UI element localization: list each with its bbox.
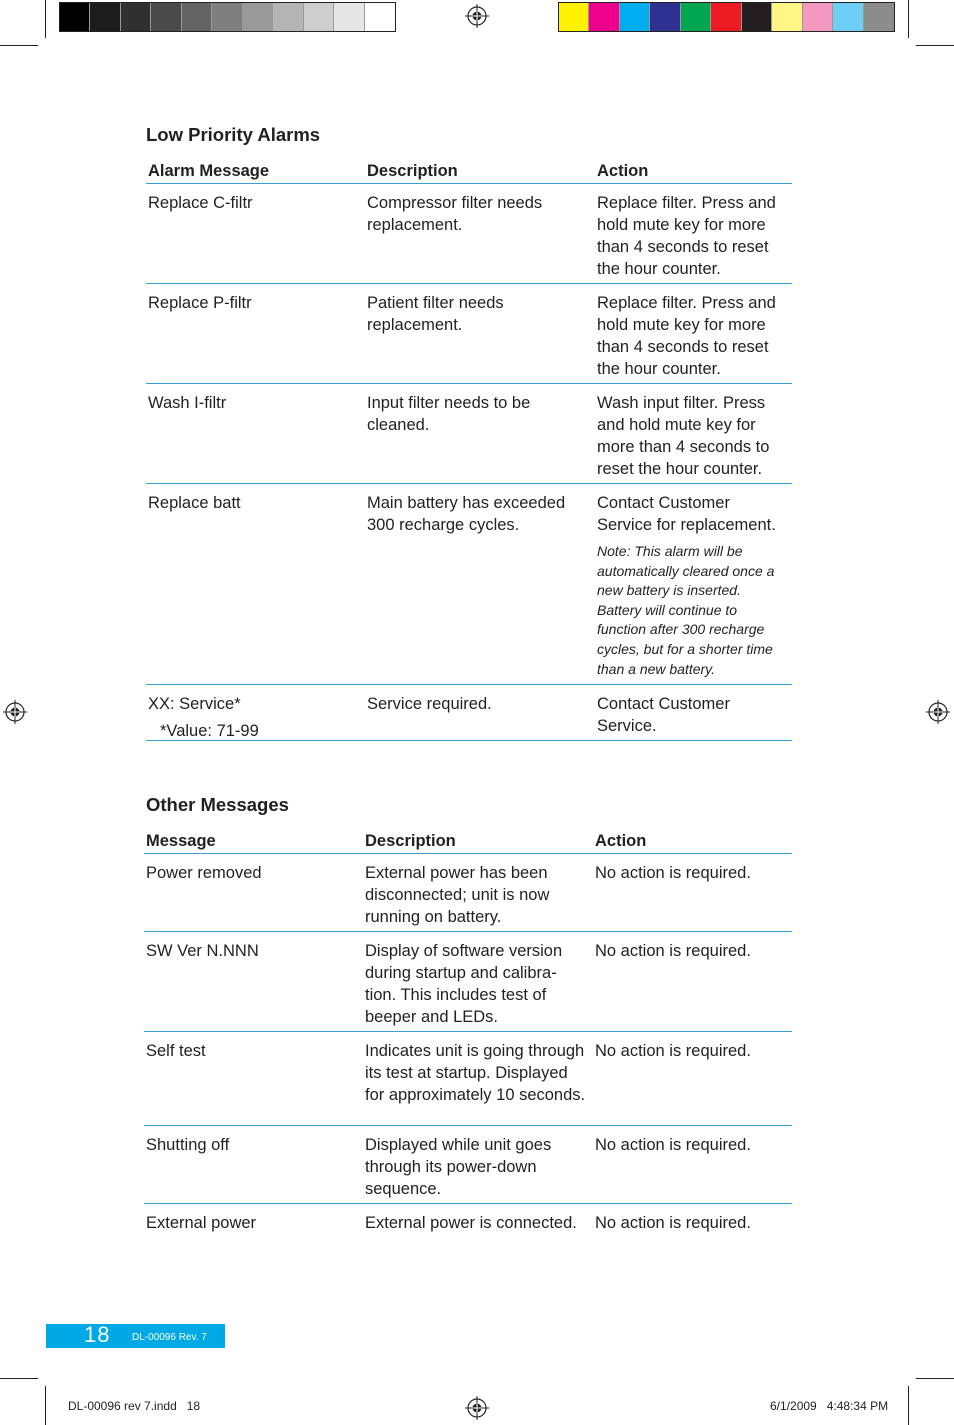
alarm-message-cell: Wash I-filtr [146,384,365,484]
color-swatch [803,3,833,31]
crop-mark-top-right-v [908,0,909,38]
column-header-description: Description [365,158,595,184]
column-header-alarm-message: Alarm Message [146,158,365,184]
color-swatch [681,3,711,31]
crop-mark-bottom-left-v [45,1386,46,1425]
action-cell: No action is required. [593,1126,792,1204]
registration-mark-icon [926,700,950,724]
message-cell: Shutting off [144,1126,363,1204]
registration-mark-icon [465,4,489,28]
description-cell: Displayed while unit goes through its power-down sequence. [363,1126,593,1204]
crop-mark-bottom-left-h [0,1378,38,1379]
description-cell: Compressor filter needs replacement. [365,184,595,284]
action-cell: No action is required. [593,932,792,1032]
color-swatch [90,3,120,31]
table-row [146,484,792,685]
page-number-tab [46,1324,225,1348]
color-swatch [334,3,364,31]
action-cell: No action is required. [593,1032,792,1126]
description-cell: External power has been disconnected; unit is now running on battery. [363,854,593,932]
action-cell: Replace filter. Press and hold mute key for more than 4 seconds to reset the hour counter. [595,284,792,384]
registration-mark-icon [3,700,27,724]
description-cell: External power is connected. [365,1214,577,1232]
table-header-row [146,158,792,184]
crop-mark-top-right-h [916,45,954,46]
table-row [144,1204,792,1258]
color-swatch [182,3,212,31]
color-swatch [243,3,273,31]
color-swatch [304,3,334,31]
table-row [146,284,792,384]
color-swatch [620,3,650,31]
color-swatch [650,3,680,31]
color-swatch [151,3,181,31]
table-row [144,1032,792,1126]
description-cell: Input filter needs to be cleaned. [365,384,595,484]
message-cell: External power [146,1214,257,1232]
action-cell: Contact Customer Service. [595,685,792,741]
color-swatch [864,3,894,31]
column-header-action: Action [593,828,792,854]
action-cell [595,484,792,685]
color-swatch [833,3,863,31]
slug-file-name: DL-00096 rev 7.indd 18 [68,1399,201,1413]
alarm-message-cell: Replace batt [146,484,365,685]
low-priority-alarms-title: Low Priority Alarms [146,124,321,145]
color-swatch [559,3,589,31]
other-messages-table [144,828,792,1258]
table-row [144,932,792,1032]
document-revision: DL-00096 Rev. 7 [132,1332,207,1343]
table-row [144,854,792,932]
footnote-value-range: *Value: 71-99 [160,722,259,740]
column-header-action: Action [595,158,792,184]
description-cell: Patient filter needs replacement. [365,284,595,384]
color-swatch [742,3,772,31]
action-cell: No action is required. [593,854,792,932]
color-swatch [711,3,741,31]
color-swatch [60,3,90,31]
alarm-message-cell: Replace C-filtr [146,184,365,284]
description-cell: Main battery has exceeded 300 recharge cycles. [365,484,595,685]
column-header-message: Message [144,828,363,854]
color-swatch [365,3,395,31]
battery-note: Note: This alarm will be automatically cleared once a new battery is inserted. Battery will continue to function after 300 recharge cycles, but for a shorter time than a new battery. [597,543,775,677]
color-swatch [273,3,303,31]
table-row [144,1126,792,1204]
crop-mark-bottom-right-v [908,1386,909,1425]
crop-mark-top-left-h [0,45,38,46]
action-cell: Replace filter. Press and hold mute key for more than 4 seconds to reset the hour counter. [595,184,792,284]
grayscale-color-bar [59,2,396,32]
other-messages-title: Other Messages [146,794,289,815]
color-swatch [212,3,242,31]
description-cell: Indicates unit is going through its test at startup. Displayed for approximately 10 seconds. [363,1032,593,1126]
color-swatch [121,3,151,31]
page-number: 18 [84,1322,111,1347]
process-color-bar [558,2,895,32]
action-cell: Wash input filter. Press and hold mute key for more than 4 seconds to reset the hour counter. [595,384,792,484]
crop-mark-top-left-v [45,0,46,38]
column-header-description: Description [363,828,593,854]
description-cell: Display of software version during startup and calibra-tion. This includes test of beeper and LEDs. [363,932,593,1032]
table-row [146,184,792,284]
alarm-message-cell: XX: Service* [146,685,365,741]
message-cell: Power removed [144,854,363,932]
table-row [146,384,792,484]
alarm-message-cell: Replace P-filtr [146,284,365,384]
crop-mark-bottom-right-h [916,1378,954,1379]
color-swatch [772,3,802,31]
table-header-row [144,828,792,854]
registration-mark-icon [465,1396,489,1420]
action-text: Contact Customer Service for replacement. [597,494,776,534]
slug-date-time: 6/1/2009 4:48:34 PM [770,1399,889,1413]
low-priority-alarms-table [146,158,792,741]
action-cell: No action is required. [595,1214,751,1232]
message-cell: SW Ver N.NNN [144,932,363,1032]
color-swatch [589,3,619,31]
description-cell: Service required. [365,685,595,741]
message-cell: Self test [144,1032,363,1126]
